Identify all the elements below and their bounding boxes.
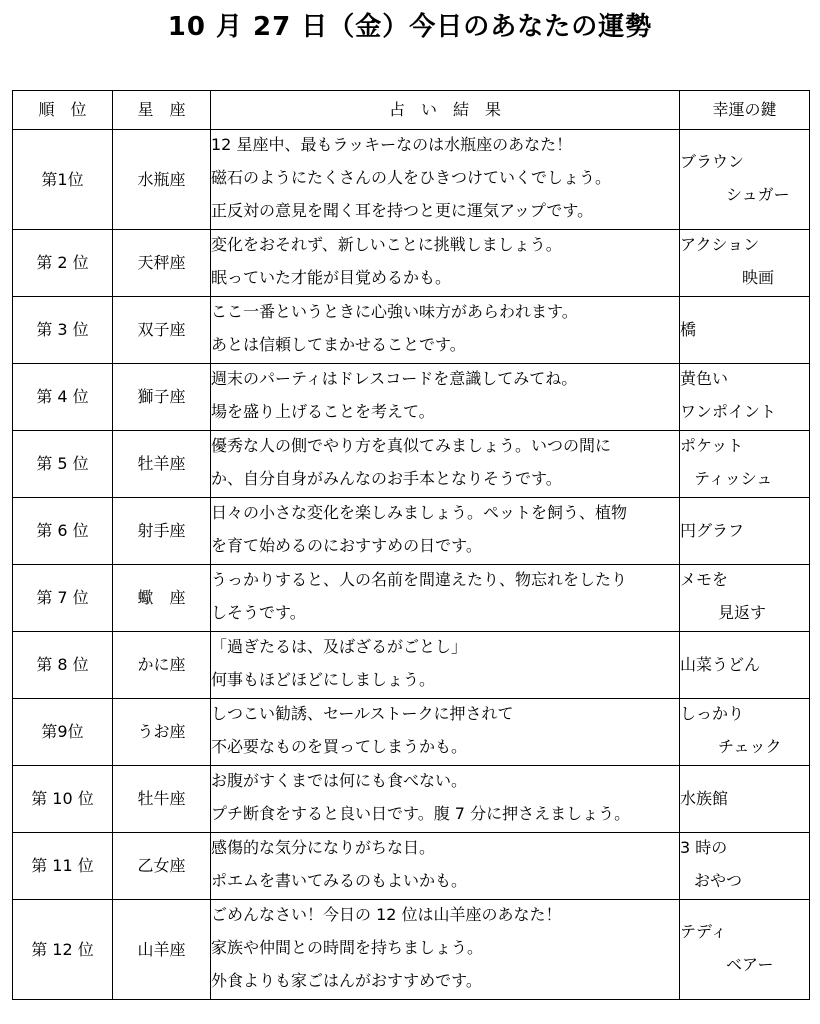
result-cell: [211, 364, 680, 431]
rank-cell: 第 10 位: [13, 766, 113, 833]
table-row: [13, 900, 810, 1000]
result-cell: [211, 900, 680, 1000]
key-line: 円グラフ: [680, 521, 745, 540]
sign-cell: うお座: [113, 699, 211, 766]
key-cell: [680, 766, 810, 833]
rank-cell: 第 3 位: [13, 297, 113, 364]
key-line: テディ: [680, 921, 727, 941]
key-cell: [680, 900, 810, 1000]
sign-cell: 射手座: [113, 498, 211, 565]
key-line: ティッシュ: [694, 469, 773, 488]
rank-cell: 第 11 位: [13, 833, 113, 900]
table-row: [13, 498, 810, 565]
result-line: 不必要なものを買ってしまうかも。: [211, 737, 468, 756]
result-line: お腹がすくまでは何にも食べない。: [211, 771, 468, 790]
sign-cell: 牡牛座: [113, 766, 211, 833]
table-row: [13, 431, 810, 498]
key-line: シュガー: [726, 184, 790, 204]
table-row: [13, 130, 810, 230]
key-cell: [680, 431, 810, 498]
result-cell: [211, 130, 680, 230]
table-row: [13, 632, 810, 699]
table-row: [13, 230, 810, 297]
result-line: あとは信頼してまかせることです。: [211, 335, 466, 354]
key-line: 映画: [742, 268, 775, 287]
table-row: [13, 364, 810, 431]
header-sign: 星 座: [113, 91, 211, 130]
table-row: [13, 699, 810, 766]
rank-cell: 第 5 位: [13, 431, 113, 498]
result-line: ここ一番というときに心強い味方があらわれます。: [211, 302, 578, 321]
rank-cell: 第 6 位: [13, 498, 113, 565]
key-cell: [680, 130, 810, 230]
table-header-row: [13, 91, 810, 130]
result-line: ごめんなさい！今日の 12 位は山羊座のあなた！: [211, 905, 562, 924]
table-row: [13, 297, 810, 364]
key-line: 山菜うどん: [680, 655, 761, 674]
result-line: しつこい勧誘、セールストークに押されて: [211, 704, 514, 723]
sign-cell: かに座: [113, 632, 211, 699]
sign-cell: 獅子座: [113, 364, 211, 431]
key-line: 水族館: [680, 789, 729, 808]
result-line: 週末のパーティはドレスコードを意識してみてね。: [211, 369, 578, 388]
result-cell: [211, 699, 680, 766]
result-line: うっかりすると、人の名前を間違えたり、物忘れをしたり: [211, 570, 628, 589]
result-cell: [211, 565, 680, 632]
key-cell: [680, 364, 810, 431]
result-line: 場を盛り上げることを考えて。: [211, 402, 435, 421]
key-line: アクション: [680, 235, 760, 254]
result-line: 正反対の意見を聞く耳を持つと更に運気アップです。: [211, 201, 594, 220]
result-line: 感傷的な気分になりがちな日。: [211, 838, 436, 857]
table-row: [13, 565, 810, 632]
page-title: 10 月 27 日（金）今日のあなたの運勢: [167, 12, 653, 42]
key-line: 見返す: [718, 603, 767, 622]
rank-cell: 第 12 位: [13, 900, 113, 1000]
result-line: ポエムを書いてみるのもよいかも。: [211, 871, 468, 890]
key-cell: [680, 498, 810, 565]
rank-cell: 第 7 位: [13, 565, 113, 632]
rank-cell: 第 8 位: [13, 632, 113, 699]
rank-cell: 第 2 位: [13, 230, 113, 297]
sign-cell: 乙女座: [113, 833, 211, 900]
sign-cell: 水瓶座: [113, 130, 211, 230]
result-cell: [211, 297, 680, 364]
key-line: 3 時の: [680, 838, 728, 857]
result-line: か、自分自身がみんなのお手本となりそうです。: [211, 469, 562, 488]
key-line: 黄色い: [680, 369, 729, 388]
result-cell: [211, 230, 680, 297]
sign-cell: 蠍 座: [113, 565, 211, 632]
sign-cell: 双子座: [113, 297, 211, 364]
key-line: メモを: [680, 570, 729, 589]
key-line: しっかり: [680, 704, 745, 723]
result-line: を育て始めるのにおすすめの日です。: [211, 536, 482, 555]
fortune-table: [12, 90, 810, 1000]
header-rank: 順 位: [13, 91, 113, 130]
result-line: プチ断食をすると良い日です。腹 7 分に押さえましょう。: [211, 804, 631, 823]
key-cell: [680, 297, 810, 364]
result-line: 「過ぎたるは、及ばざるがごとし」: [211, 637, 468, 656]
key-line: ポケット: [680, 436, 744, 455]
key-line: おやつ: [694, 871, 743, 890]
key-cell: [680, 565, 810, 632]
result-line: しそうです。: [211, 603, 306, 622]
result-line: 何事もほどほどにしましょう。: [211, 670, 436, 689]
key-cell: [680, 833, 810, 900]
result-cell: [211, 632, 680, 699]
result-cell: [211, 766, 680, 833]
result-cell: [211, 833, 680, 900]
key-cell: [680, 230, 810, 297]
result-line: 12 星座中、最もラッキーなのは水瓶座のあなた！: [211, 135, 573, 154]
key-cell: [680, 699, 810, 766]
rank-cell: 第 4 位: [13, 364, 113, 431]
result-line: 眠っていた才能が目覚めるかも。: [211, 268, 452, 287]
table-row: [13, 766, 810, 833]
key-line: ブラウン: [680, 151, 745, 171]
result-line: 変化をおそれず、新しいことに挑戦しましょう。: [211, 235, 562, 254]
table-row: [13, 833, 810, 900]
key-line: ワンポイント: [680, 402, 777, 421]
result-line: 磁石のようにたくさんの人をひきつけていくでしょう。: [211, 168, 612, 187]
result-line: 家族や仲間との時間を持ちましょう。: [211, 938, 484, 957]
rank-cell: 第9位: [13, 699, 113, 766]
key-line: チェック: [718, 737, 782, 756]
result-cell: [211, 431, 680, 498]
result-line: 日々の小さな変化を楽しみましょう。ペットを飼う、植物: [211, 503, 628, 522]
sign-cell: 山羊座: [113, 900, 211, 1000]
result-line: 外食よりも家ごはんがおすすめです。: [211, 971, 482, 990]
sign-cell: 天秤座: [113, 230, 211, 297]
sign-cell: 牡羊座: [113, 431, 211, 498]
result-cell: [211, 498, 680, 565]
header-key: 幸運の鍵: [680, 91, 810, 130]
key-cell: [680, 632, 810, 699]
result-line: 優秀な人の側でやり方を真似てみましょう。いつの間に: [211, 436, 612, 455]
header-result: 占 い 結 果: [211, 91, 680, 130]
key-line: 橋: [680, 320, 697, 339]
key-line: ベアー: [726, 954, 774, 974]
rank-cell: 第1位: [13, 130, 113, 230]
